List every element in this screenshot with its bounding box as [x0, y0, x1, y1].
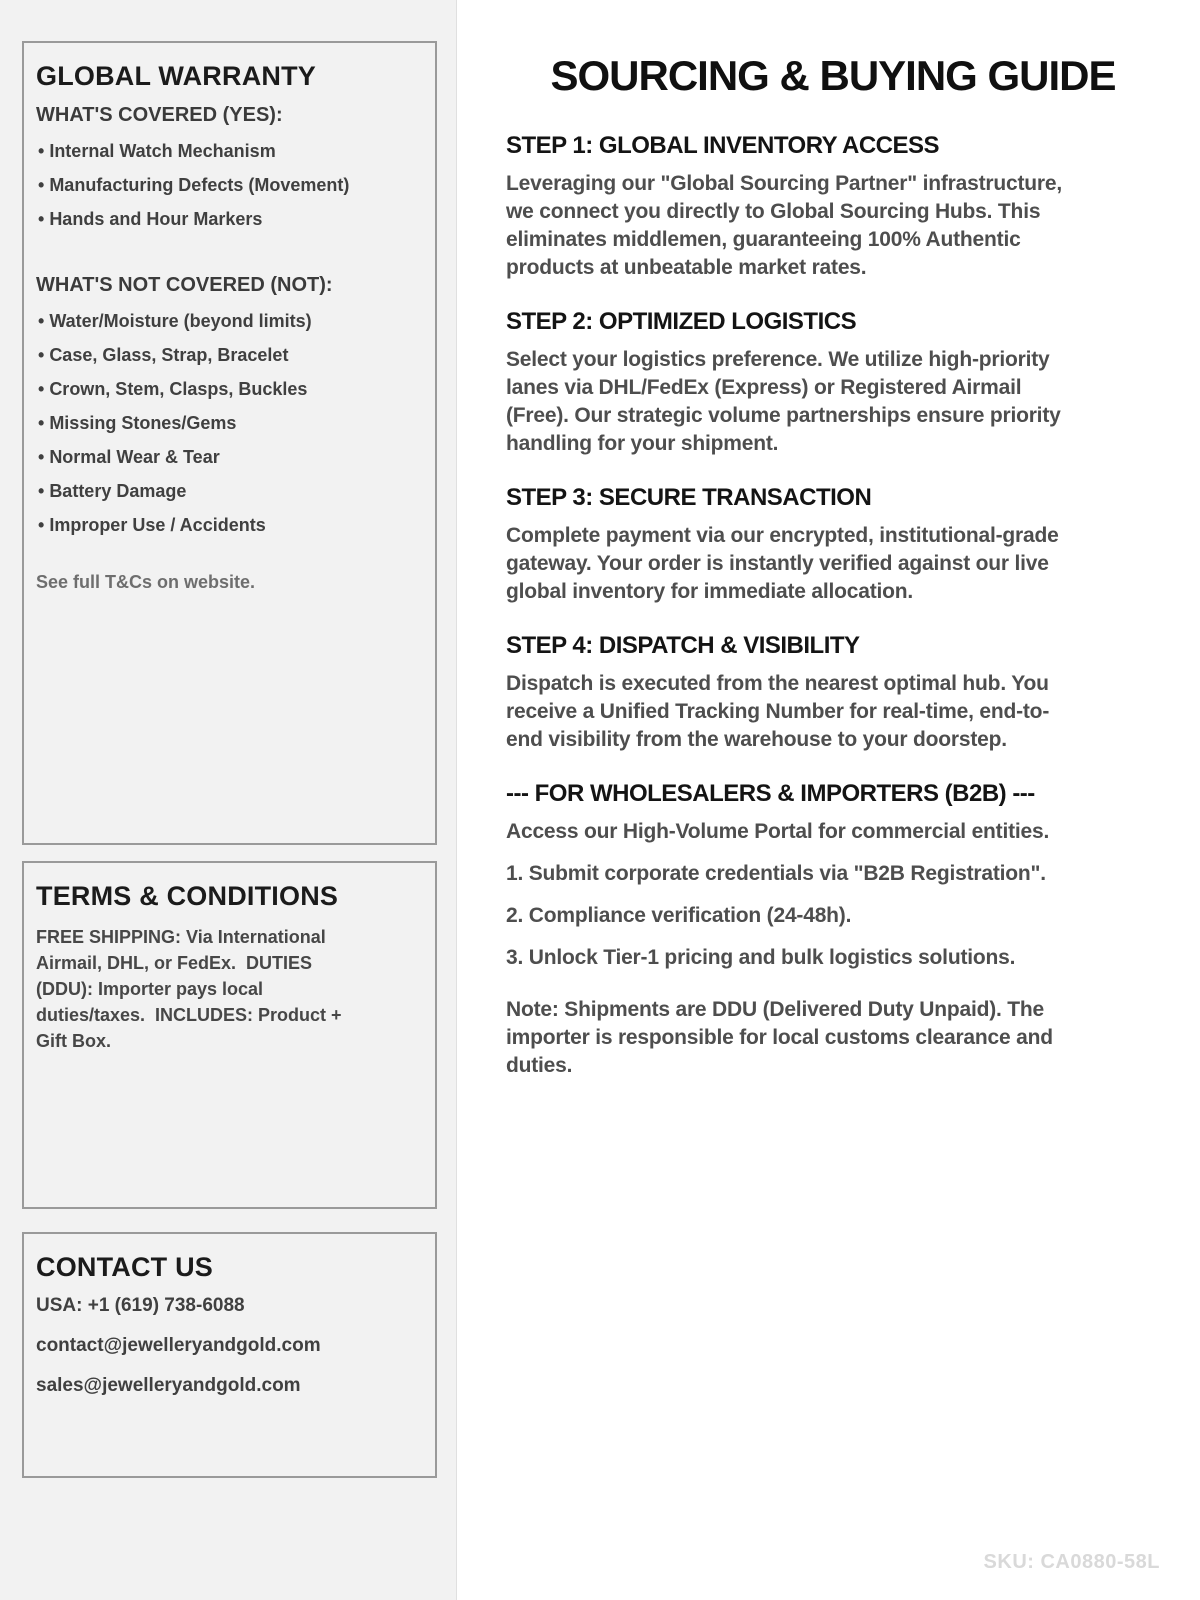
- step-body: Select your logistics preference. We utilize high-priority lanes via DHL/FedEx (Express) or Registered Airmail (Free). Our strategic volume partnerships ensure priority handling for your shipment.: [506, 348, 1061, 456]
- covered-list-item: • Hands and Hour Markers: [36, 209, 423, 230]
- not-covered-list-item: • Case, Glass, Strap, Bracelet: [36, 345, 423, 366]
- step-section: [506, 632, 1160, 754]
- terms-panel: [22, 861, 437, 1209]
- step-body: Complete payment via our encrypted, institutional-grade gateway. Your order is instantly verified against our live global inventory for immediate allocation.: [506, 524, 1059, 604]
- warranty-footnote: See full T&Cs on website.: [36, 572, 256, 592]
- b2b-step: 1. Submit corporate credentials via "B2B Registration".: [506, 862, 1046, 886]
- sku-label: SKU: CA0880-58L: [983, 1551, 1160, 1573]
- step-heading: STEP 1: GLOBAL INVENTORY ACCESS: [506, 132, 940, 160]
- sidebar: [0, 0, 457, 1600]
- b2b-step: 2. Compliance verification (24-48h).: [506, 904, 852, 928]
- covered-list-item: • Internal Watch Mechanism: [36, 141, 423, 162]
- contact-title: CONTACT US: [36, 1252, 213, 1282]
- contact-line: sales@jewelleryandgold.com: [36, 1375, 301, 1396]
- step-heading: STEP 2: OPTIMIZED LOGISTICS: [506, 308, 857, 336]
- covered-list: [36, 141, 423, 230]
- b2b-heading: --- FOR WHOLESALERS & IMPORTERS (B2B) ---: [506, 780, 1035, 808]
- b2b-intro: Access our High-Volume Portal for commercial entities.: [506, 820, 1050, 844]
- not-covered-heading: WHAT'S NOT COVERED (NOT):: [36, 274, 333, 296]
- step-body: Dispatch is executed from the nearest optimal hub. You receive a Unified Tracking Number for real-time, end-to-end visibility from the warehouse to your doorstep.: [506, 672, 1050, 752]
- steps: [506, 132, 1160, 754]
- covered-heading: WHAT'S COVERED (YES):: [36, 104, 283, 126]
- not-covered-list-item: • Crown, Stem, Clasps, Buckles: [36, 379, 423, 400]
- covered-list-item: • Manufacturing Defects (Movement): [36, 175, 423, 196]
- b2b-section: [506, 780, 1160, 1080]
- contact-panel: [22, 1232, 437, 1478]
- step-section: [506, 308, 1160, 458]
- main-content: [458, 0, 1200, 1600]
- not-covered-list-item: • Water/Moisture (beyond limits): [36, 311, 423, 332]
- page-title: SOURCING & BUYING GUIDE: [550, 52, 1116, 99]
- warranty-title: GLOBAL WARRANTY: [36, 61, 316, 91]
- step-section: [506, 132, 1160, 282]
- not-covered-list-item: • Battery Damage: [36, 481, 423, 502]
- step-section: [506, 484, 1160, 606]
- not-covered-list-item: • Normal Wear & Tear: [36, 447, 423, 468]
- contact-line: contact@jewelleryandgold.com: [36, 1335, 321, 1356]
- terms-body: FREE SHIPPING: Via International Airmail, DHL, or FedEx. DUTIES (DDU): Importer pays local duties/taxes. INCLUDES: Product + Gift Box.: [36, 927, 347, 1051]
- warranty-panel: [22, 41, 437, 845]
- terms-title: TERMS & CONDITIONS: [36, 881, 339, 911]
- b2b-step: 3. Unlock Tier-1 pricing and bulk logistics solutions.: [506, 946, 1016, 970]
- step-heading: STEP 4: DISPATCH & VISIBILITY: [506, 632, 860, 660]
- step-body: Leveraging our "Global Sourcing Partner" infrastructure, we connect you directly to Global Sourcing Hubs. This eliminates middlemen, guaranteeing 100% Authentic products at unbeatable market rates.: [506, 172, 1062, 280]
- contact-lines: [36, 1295, 423, 1396]
- not-covered-list-item: • Improper Use / Accidents: [36, 515, 423, 536]
- step-heading: STEP 3: SECURE TRANSACTION: [506, 484, 872, 512]
- b2b-note: Note: Shipments are DDU (Delivered Duty Unpaid). The importer is responsible for local customs clearance and duties.: [506, 998, 1053, 1078]
- not-covered-list: [36, 311, 423, 536]
- not-covered-list-item: • Missing Stones/Gems: [36, 413, 423, 434]
- b2b-steps: [506, 860, 1160, 972]
- contact-line: USA: +1 (619) 738-6088: [36, 1295, 245, 1316]
